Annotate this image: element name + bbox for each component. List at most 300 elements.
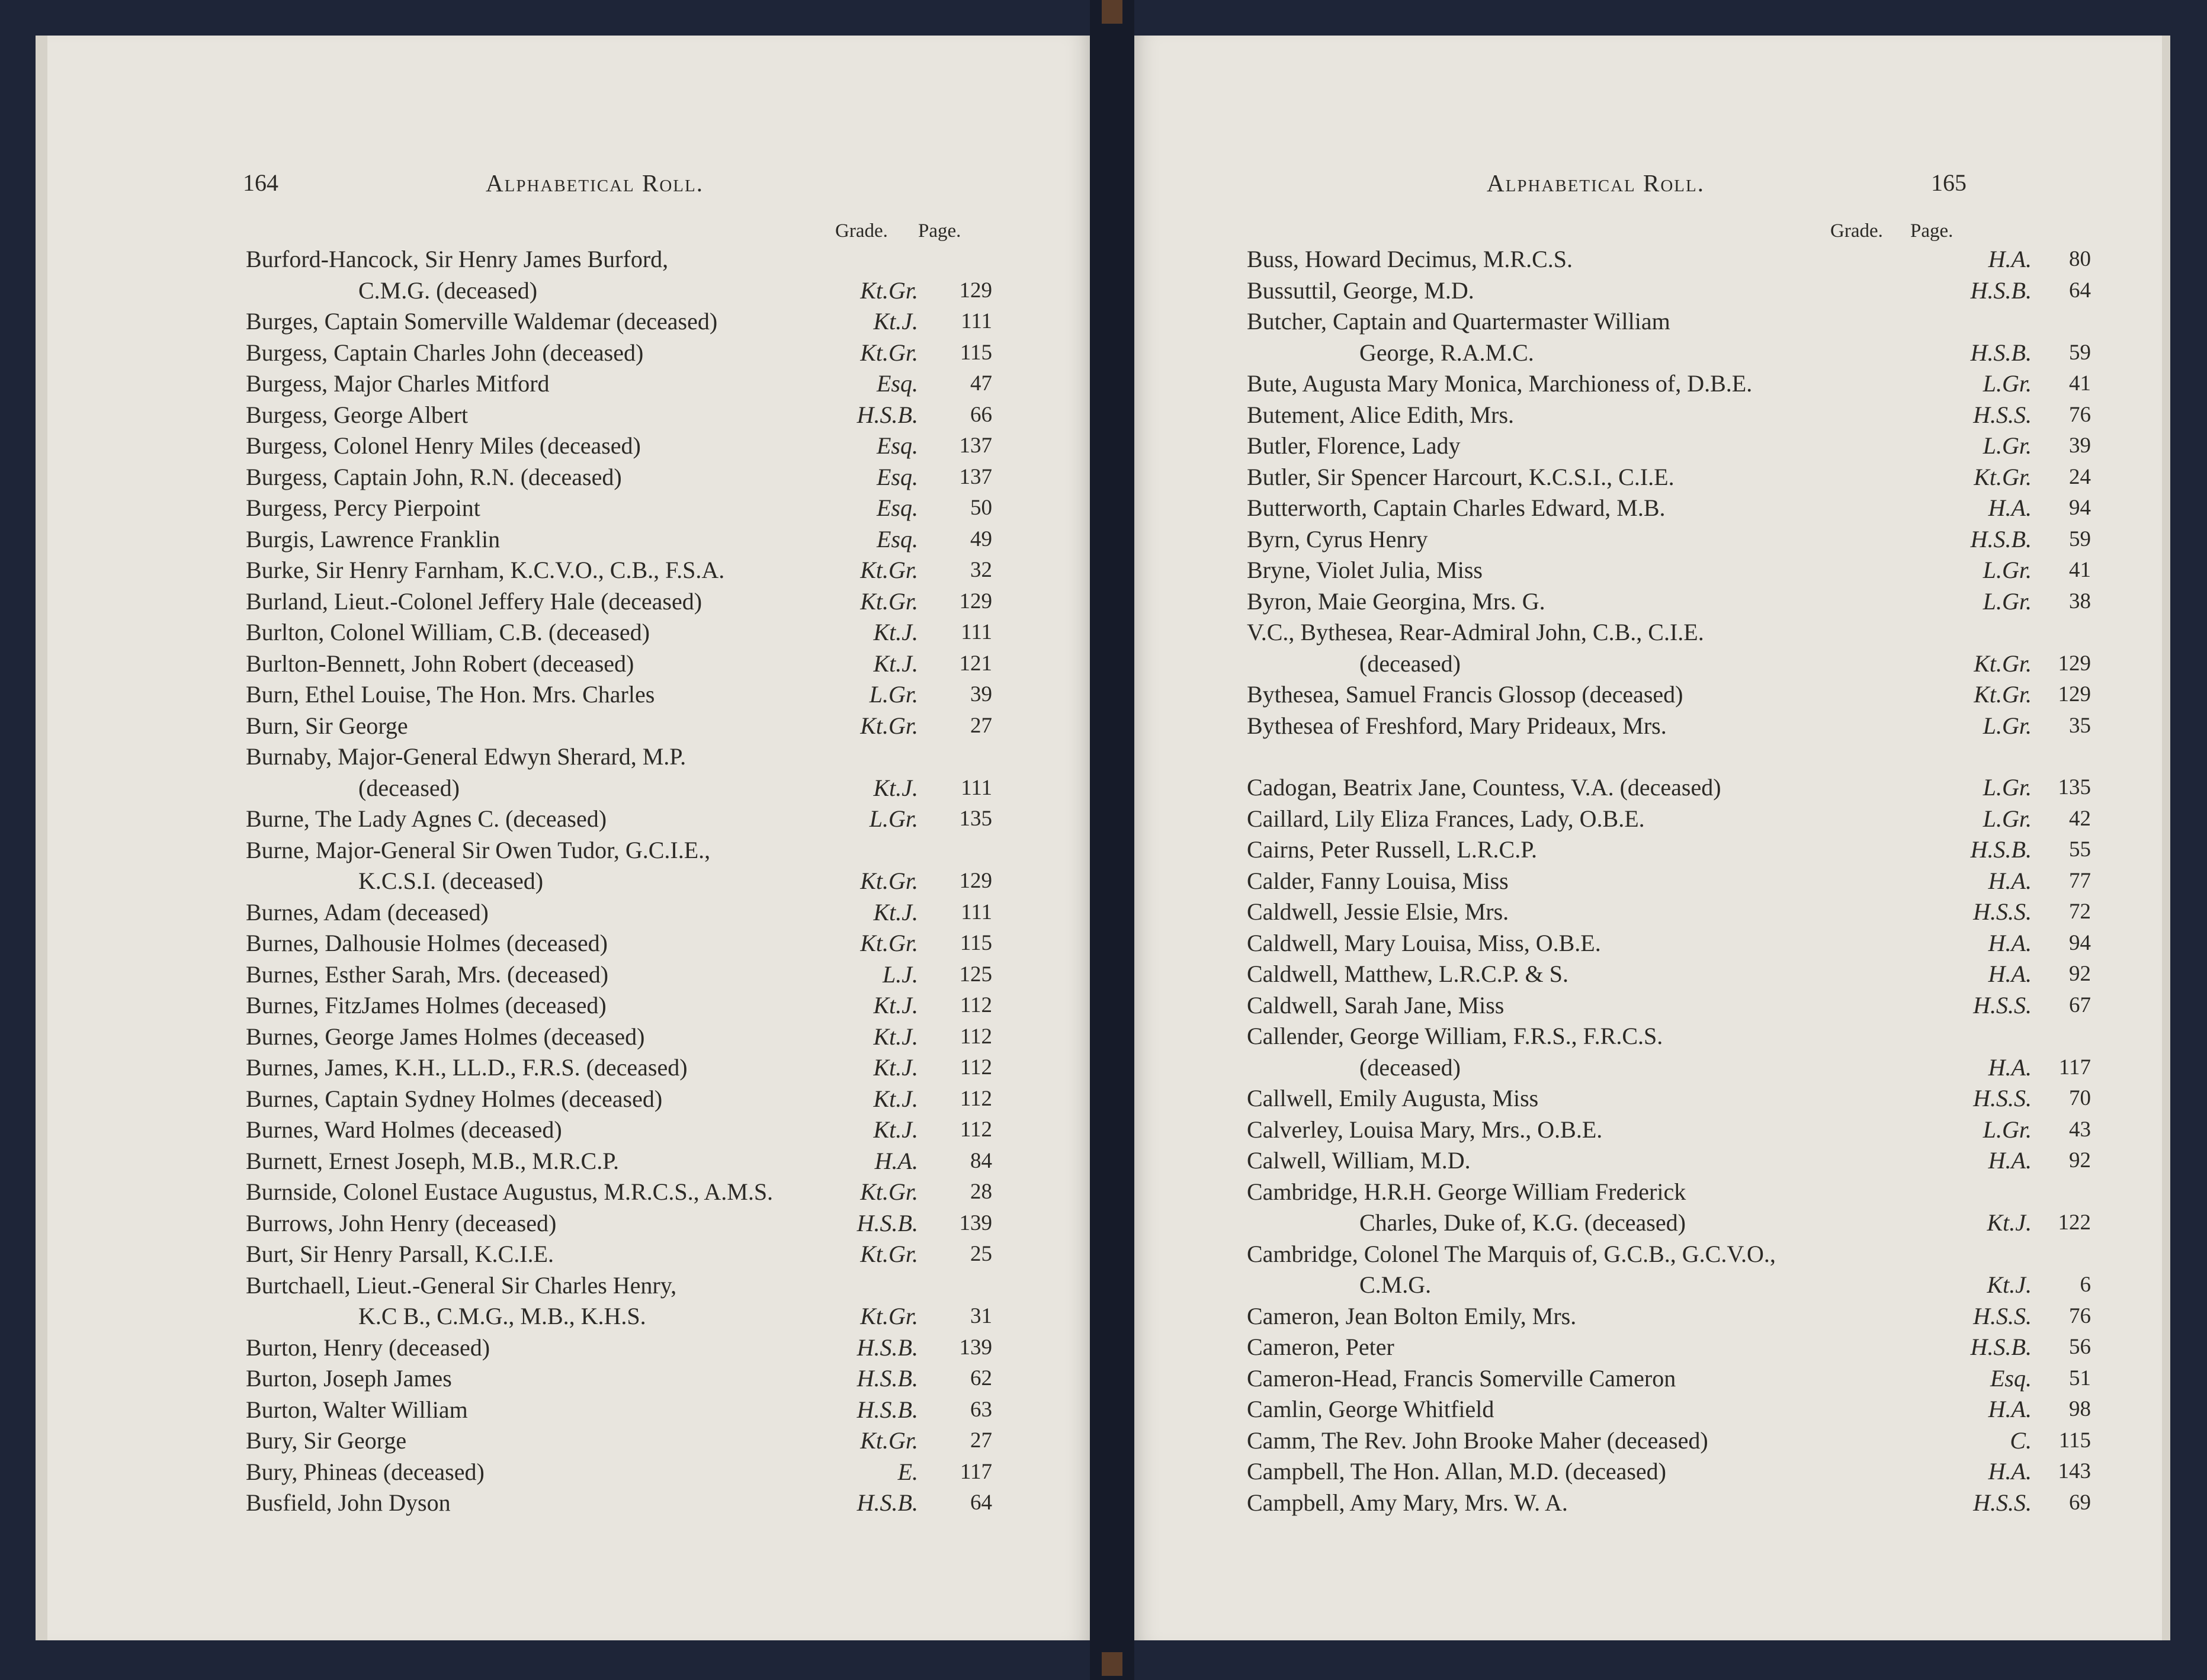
entry-page: 55 — [2069, 837, 2091, 862]
entry-name: Burford-Hancock, Sir Henry James Burford, — [246, 246, 669, 272]
roll-entry — [1247, 275, 2162, 307]
roll-entry — [1247, 866, 2162, 897]
entry-page: 121 — [959, 651, 992, 676]
entry-page: 80 — [2069, 247, 2091, 271]
entry-page: 111 — [961, 900, 992, 924]
entry-name: Bury, Sir George — [246, 1427, 407, 1454]
roll-entry — [1247, 648, 2162, 680]
entry-grade: Kt.J. — [873, 619, 918, 645]
roll-entry — [246, 462, 1090, 493]
entry-page: 43 — [2069, 1117, 2091, 1142]
roll-entry — [246, 1363, 1090, 1395]
entry-grade: Kt.Gr. — [1974, 650, 2032, 677]
entry-grade: H.A. — [1988, 1147, 2032, 1174]
entry-grade: H.S.B. — [857, 1334, 918, 1361]
entry-grade: H.A. — [1988, 246, 2032, 272]
roll-entry — [246, 1457, 1090, 1488]
entry-page: 62 — [970, 1366, 992, 1390]
entry-grade: H.S.S. — [1973, 1302, 2032, 1329]
roll-entry — [1247, 1301, 2162, 1332]
entry-name: Burnes, James, K.H., LL.D., F.R.S. (deceased) — [246, 1054, 688, 1081]
entry-grade: H.S.S. — [1973, 1085, 2032, 1112]
entry-name: Butler, Florence, Lady — [1247, 432, 1461, 459]
roll-entry — [1247, 1021, 2162, 1052]
entry-grade: L.Gr. — [1983, 557, 2032, 583]
entry-grade: Kt.J. — [873, 308, 918, 335]
roll-entry — [1247, 772, 2162, 804]
roll-entry — [246, 493, 1090, 524]
entry-grade: Kt.Gr. — [860, 587, 918, 615]
entry-name: Burnett, Ernest Joseph, M.B., M.R.C.P. — [246, 1147, 620, 1174]
entry-grade: L.Gr. — [1983, 370, 2032, 397]
entry-page: 122 — [2058, 1210, 2091, 1235]
entry-name: Burnes, Dalhousie Holmes (deceased) — [246, 930, 608, 956]
entry-name: Charles, Duke of, K.G. (deceased) — [1359, 1209, 1686, 1236]
entry-name: Campbell, Amy Mary, Mrs. W. A. — [1247, 1489, 1568, 1516]
entry-name: Burke, Sir Henry Farnham, K.C.V.O., C.B., F.S.A. — [246, 557, 725, 583]
entry-page: 115 — [960, 340, 992, 365]
roll-entry — [246, 773, 1090, 804]
entry-page: 94 — [2069, 930, 2091, 955]
entry-name: Caldwell, Matthew, L.R.C.P. & S. — [1247, 961, 1568, 987]
entry-page: 72 — [2069, 900, 2091, 924]
entry-name: Callender, George William, F.R.S., F.R.C.S. — [1247, 1023, 1663, 1049]
entry-page: 139 — [959, 1210, 992, 1235]
entry-page: 51 — [2069, 1366, 2091, 1390]
entry-name: Burt, Sir Henry Parsall, K.C.I.E. — [246, 1241, 554, 1267]
entry-page: 112 — [960, 1086, 992, 1111]
entry-name: Calder, Fanny Louisa, Miss — [1247, 867, 1509, 894]
entry-name: Cameron-Head, Francis Somerville Cameron — [1247, 1364, 1676, 1392]
entry-grade: H.S.B. — [1970, 1334, 2032, 1360]
roll-entry — [246, 400, 1090, 431]
entry-grade: L.Gr. — [1983, 432, 2032, 459]
entry-name: Burgess, George Albert — [246, 401, 469, 428]
page-number: 164 — [243, 169, 278, 196]
entry-grade: H.A. — [874, 1147, 918, 1174]
entry-page: 117 — [2058, 1055, 2091, 1080]
entry-grade: L.Gr. — [1983, 805, 2032, 832]
entry-page: 115 — [960, 931, 992, 955]
roll-entry — [1247, 1332, 2162, 1363]
entry-page: 112 — [960, 1024, 992, 1049]
roll-entry — [246, 1022, 1090, 1053]
entry-grade: Kt.J. — [873, 1116, 918, 1143]
entry-name: (deceased) — [1359, 650, 1461, 677]
entry-name: George, R.A.M.C. — [1359, 339, 1534, 366]
entry-grade: Esq. — [877, 525, 918, 552]
entry-grade: H.S.B. — [857, 1396, 918, 1423]
entry-page: 84 — [970, 1148, 992, 1173]
entry-page: 70 — [2069, 1086, 2091, 1110]
entry-name: Burton, Henry (deceased) — [246, 1334, 490, 1361]
entry-name: V.C., Bythesea, Rear-Admiral John, C.B., C.I.E. — [1247, 619, 1704, 645]
entry-name: Caldwell, Jessie Elsie, Mrs. — [1247, 898, 1509, 925]
entry-name: Burgis, Lawrence Franklin — [246, 525, 501, 552]
entry-name: Caldwell, Sarah Jane, Miss — [1247, 991, 1505, 1019]
roll-entry — [246, 1425, 1090, 1457]
entry-grade: Kt.Gr. — [860, 1303, 918, 1329]
entry-page: 76 — [2069, 1303, 2091, 1328]
entry-grade: Kt.J. — [873, 1023, 918, 1050]
entry-page: 64 — [2069, 278, 2091, 303]
entry-page: 49 — [970, 526, 992, 551]
entry-name: Burnaby, Major-General Edwyn Sherard, M.P. — [246, 743, 687, 770]
section-gap — [1247, 741, 2162, 772]
roll-entry — [1247, 400, 2162, 431]
entry-page: 42 — [2069, 806, 2091, 831]
roll-entry — [1247, 338, 2162, 369]
entry-name: Butler, Sir Spencer Harcourt, K.C.S.I., C.I.E. — [1247, 463, 1675, 490]
entry-grade: Esq. — [877, 494, 918, 521]
entry-grade: H.A. — [1988, 961, 2032, 987]
roll-entry — [1247, 555, 2162, 586]
entry-grade: L.Gr. — [869, 805, 918, 832]
entry-grade: Kt.Gr. — [860, 1241, 918, 1267]
entry-name: Cairns, Peter Russell, L.R.C.P. — [1247, 836, 1538, 863]
entry-page: 129 — [959, 869, 992, 893]
entry-name: Burlton, Colonel William, C.B. (deceased) — [246, 619, 650, 645]
entry-name: Busfield, John Dyson — [246, 1489, 451, 1516]
column-header-grade: Grade. — [835, 220, 888, 242]
roll-entry — [246, 617, 1090, 648]
entry-page: 111 — [961, 309, 992, 333]
entry-page: 64 — [970, 1491, 992, 1515]
entry-grade: H.A. — [1988, 1458, 2032, 1485]
roll-entry — [246, 1488, 1090, 1519]
entry-grade: H.A. — [1988, 1396, 2032, 1422]
roll-entry — [1247, 1488, 2162, 1519]
entry-grade: Kt.Gr. — [860, 930, 918, 956]
roll-entry — [246, 555, 1090, 586]
entry-name: Burnes, Adam (deceased) — [246, 898, 489, 926]
roll-entry — [246, 866, 1090, 897]
entry-grade: L.Gr. — [1983, 712, 2032, 739]
entry-name: Burgess, Major Charles Mitford — [246, 370, 550, 397]
roll-entry — [246, 1395, 1090, 1426]
entry-page: 69 — [2069, 1490, 2091, 1515]
roll-entry — [246, 244, 1090, 275]
roll-entry — [1247, 1177, 2162, 1208]
entry-page: 129 — [2058, 682, 2091, 706]
entry-page: 125 — [959, 962, 992, 987]
entry-name: Burges, Captain Somerville Waldemar (deceased) — [246, 308, 718, 335]
entry-name: Byron, Maie Georgina, Mrs. G. — [1247, 587, 1545, 615]
entry-grade: L.Gr. — [1983, 1116, 2032, 1143]
entry-grade: H.S.S. — [1973, 401, 2032, 428]
entry-grade: Esq. — [877, 432, 918, 459]
entry-name: Burnes, George James Holmes (deceased) — [246, 1023, 645, 1050]
entry-name: Camlin, George Whitfield — [1247, 1396, 1494, 1422]
entry-grade: H.S.B. — [857, 1209, 918, 1236]
roll-entry — [246, 1301, 1090, 1332]
entry-name: K.C B., C.M.G., M.B., K.H.S. — [358, 1303, 646, 1329]
entry-page: 38 — [2069, 589, 2091, 613]
entry-name: Burtchaell, Lieut.-General Sir Charles Henry, — [246, 1271, 677, 1299]
entry-grade: Esq. — [1990, 1364, 2032, 1392]
roll-entry — [246, 928, 1090, 959]
entry-grade: H.A. — [1988, 867, 2032, 894]
roll-entry — [246, 679, 1090, 711]
entry-grade: E. — [897, 1458, 918, 1485]
entry-name: Burlton-Bennett, John Robert (deceased) — [246, 650, 634, 677]
page-edge-left — [36, 36, 47, 1640]
entry-grade: Kt.J. — [873, 774, 918, 801]
roll-entry — [1247, 1363, 2162, 1395]
entry-page: 77 — [2069, 868, 2091, 893]
entry-grade: H.S.S. — [1973, 898, 2032, 925]
roll-entry — [1247, 928, 2162, 959]
roll-entry — [246, 1208, 1090, 1239]
entry-page: 112 — [960, 1055, 992, 1080]
book-gutter — [1090, 0, 1134, 1680]
entry-grade: Kt.J. — [873, 992, 918, 1019]
entry-name: Burgess, Percy Pierpoint — [246, 494, 480, 521]
roll-entry — [246, 306, 1090, 338]
entry-name: (deceased) — [1359, 1053, 1461, 1081]
page-edge-right — [2162, 36, 2170, 1640]
entry-page: 25 — [970, 1242, 992, 1266]
roll-entry — [246, 338, 1090, 369]
entry-name: K.C.S.I. (deceased) — [358, 868, 544, 894]
entry-grade: H.A. — [1988, 929, 2032, 956]
roll-entry — [1247, 1145, 2162, 1177]
entry-name: Byrn, Cyrus Henry — [1247, 525, 1428, 552]
entry-page: 129 — [959, 278, 992, 303]
entry-name: (deceased) — [358, 774, 460, 801]
entry-name: Calverley, Louisa Mary, Mrs., O.B.E. — [1247, 1116, 1603, 1143]
entry-page: 111 — [961, 775, 992, 800]
entry-name: Butcher, Captain and Quartermaster William — [1247, 308, 1670, 335]
entry-name: Caillard, Lily Eliza Frances, Lady, O.B.E. — [1247, 805, 1645, 832]
roll-entry — [246, 711, 1090, 742]
entry-page: 63 — [970, 1397, 992, 1422]
roll-entry — [1247, 1394, 2162, 1425]
entry-grade: Kt.J. — [873, 1085, 918, 1112]
entry-name: Burland, Lieut.-Colonel Jeffery Hale (deceased) — [246, 587, 702, 615]
entry-name: Burne, Major-General Sir Owen Tudor, G.C.I.E., — [246, 836, 711, 863]
entry-name: C.M.G. (deceased) — [358, 277, 538, 304]
entry-grade: Kt.Gr. — [860, 712, 918, 739]
entry-grade: Kt.Gr. — [860, 1178, 918, 1205]
entry-name: Burnside, Colonel Eustace Augustus, M.R.C.S., A.M.S. — [246, 1178, 774, 1205]
entry-page: 135 — [959, 807, 992, 831]
entry-grade: H.S.B. — [857, 1489, 918, 1516]
roll-entry — [246, 1239, 1090, 1270]
roll-entry — [246, 275, 1090, 307]
entry-grade: Kt.J. — [873, 650, 918, 677]
entry-name: Burrows, John Henry (deceased) — [246, 1209, 557, 1236]
entry-page: 66 — [970, 402, 992, 427]
entry-grade: Kt.Gr. — [860, 339, 918, 366]
roll-entry — [1247, 368, 2162, 400]
entry-grade: Kt.Gr. — [860, 1427, 918, 1454]
spine-band-top — [1102, 0, 1122, 24]
roll-entry — [1247, 524, 2162, 555]
roll-entry — [246, 1270, 1090, 1302]
spine-band-bottom — [1102, 1652, 1122, 1676]
running-head: Alphabetical Roll. — [1487, 169, 1705, 197]
entry-page: 112 — [960, 993, 992, 1017]
entry-name: Bythesea, Samuel Francis Glossop (deceased) — [1247, 681, 1683, 708]
entry-name: Cameron, Peter — [1247, 1334, 1394, 1360]
roll-entry — [246, 431, 1090, 462]
entry-name: Calwell, William, M.D. — [1247, 1147, 1471, 1174]
entry-page: 115 — [2058, 1428, 2091, 1453]
roll-entry — [246, 1052, 1090, 1084]
entry-page: 67 — [2069, 992, 2091, 1017]
right-page — [1134, 36, 2162, 1640]
entry-grade: H.S.B. — [1970, 836, 2032, 863]
running-head: Alphabetical Roll. — [486, 169, 704, 197]
entry-name: Burnes, Esther Sarah, Mrs. (deceased) — [246, 961, 609, 988]
entry-page: 39 — [970, 682, 992, 706]
entry-name: Burgess, Captain John, R.N. (deceased) — [246, 463, 622, 490]
entry-page: 41 — [2069, 371, 2091, 396]
entry-page: 50 — [970, 496, 992, 520]
left-page — [47, 36, 1090, 1640]
entry-page: 129 — [2058, 651, 2091, 676]
roll-entry — [1247, 804, 2162, 835]
roll-entry — [1247, 244, 2162, 275]
entry-page: 32 — [970, 558, 992, 582]
roll-entry — [1247, 493, 2162, 524]
roll-entries-left — [246, 244, 1090, 1519]
entry-name: Caldwell, Mary Louisa, Miss, O.B.E. — [1247, 929, 1601, 956]
roll-entry — [1247, 1425, 2162, 1457]
roll-entry — [1247, 711, 2162, 742]
entry-name: Bryne, Violet Julia, Miss — [1247, 557, 1483, 583]
entry-grade: Kt.Gr. — [1974, 681, 2032, 708]
entry-name: Burnes, Captain Sydney Holmes (deceased) — [246, 1085, 663, 1112]
entry-page: 41 — [2069, 558, 2091, 582]
entry-grade: Esq. — [877, 463, 918, 490]
entry-name: Bury, Phineas (deceased) — [246, 1458, 485, 1485]
roll-entry — [246, 1084, 1090, 1115]
entry-name: Cambridge, H.R.H. George William Frederick — [1247, 1178, 1686, 1205]
entry-page: 117 — [960, 1459, 992, 1484]
roll-entry — [1247, 1052, 2162, 1084]
entry-name: C.M.G. — [1359, 1271, 1432, 1298]
roll-entry — [246, 741, 1090, 773]
roll-entry — [1247, 1114, 2162, 1146]
entry-grade: L.J. — [883, 961, 918, 988]
entry-page: 47 — [970, 371, 992, 396]
entry-grade: Kt.Gr. — [1974, 463, 2032, 490]
entry-grade: Kt.J. — [873, 1054, 918, 1081]
entry-grade: L.Gr. — [869, 681, 918, 708]
entry-name: Cadogan, Beatrix Jane, Countess, V.A. (deceased) — [1247, 774, 1721, 801]
entry-grade: C. — [2010, 1427, 2032, 1454]
roll-entry — [246, 990, 1090, 1022]
entry-grade: Kt.J. — [873, 898, 918, 926]
entry-grade: Kt.Gr. — [860, 557, 918, 583]
roll-entry — [1247, 1270, 2162, 1301]
roll-entry — [246, 1114, 1090, 1146]
roll-entry — [1247, 679, 2162, 711]
entry-grade: H.S.B. — [857, 1365, 918, 1392]
entry-name: Burgess, Captain Charles John (deceased) — [246, 339, 644, 366]
entry-grade: H.S.S. — [1973, 1489, 2032, 1516]
roll-entries-right — [1247, 244, 2162, 1518]
entry-page: 56 — [2069, 1335, 2091, 1359]
roll-entry — [246, 586, 1090, 618]
entry-name: Bythesea of Freshford, Mary Prideaux, Mrs. — [1247, 712, 1667, 739]
entry-grade: H.A. — [1988, 1053, 2032, 1081]
entry-name: Bussuttil, George, M.D. — [1247, 277, 1474, 304]
entry-page: 92 — [2069, 1148, 2091, 1173]
entry-grade: H.S.B. — [857, 401, 918, 428]
entry-page: 31 — [970, 1304, 992, 1328]
entry-page: 92 — [2069, 962, 2091, 986]
entry-page: 59 — [2069, 340, 2091, 365]
roll-entry — [246, 959, 1090, 991]
entry-grade: L.Gr. — [1983, 774, 2032, 801]
roll-entry — [1247, 1239, 2162, 1270]
entry-name: Bute, Augusta Mary Monica, Marchioness of, D.B.E. — [1247, 370, 1753, 397]
page-number: 165 — [1931, 169, 1967, 196]
roll-entry — [1247, 897, 2162, 928]
entry-name: Buss, Howard Decimus, M.R.C.S. — [1247, 246, 1573, 272]
entry-page: 35 — [2069, 713, 2091, 738]
entry-name: Burnes, FitzJames Holmes (deceased) — [246, 992, 607, 1019]
roll-entry — [1247, 431, 2162, 462]
entry-grade: Kt.Gr. — [860, 868, 918, 894]
entry-grade: H.S.S. — [1973, 991, 2032, 1019]
entry-page: 94 — [2069, 496, 2091, 520]
roll-entry — [246, 835, 1090, 866]
roll-entry — [1247, 462, 2162, 493]
entry-page: 39 — [2069, 433, 2091, 458]
entry-page: 129 — [959, 589, 992, 613]
roll-entry — [1247, 306, 2162, 338]
column-header-grade: Grade. — [1830, 220, 1883, 242]
roll-entry — [1247, 1207, 2162, 1239]
entry-page: 76 — [2069, 402, 2091, 427]
entry-page: 137 — [959, 433, 992, 458]
roll-entry — [1247, 617, 2162, 648]
entry-name: Burton, Walter William — [246, 1396, 468, 1423]
entry-grade: Kt.J. — [1987, 1271, 2032, 1298]
entry-grade: H.S.B. — [1970, 277, 2032, 304]
entry-page: 6 — [2080, 1273, 2091, 1297]
entry-name: Cambridge, Colonel The Marquis of, G.C.B., G.C.V.O., — [1247, 1240, 1776, 1267]
entry-name: Burnes, Ward Holmes (deceased) — [246, 1116, 562, 1143]
entry-page: 59 — [2069, 526, 2091, 551]
entry-name: Camm, The Rev. John Brooke Maher (deceased) — [1247, 1427, 1708, 1454]
entry-name: Burn, Sir George — [246, 712, 408, 739]
entry-page: 27 — [970, 713, 992, 738]
roll-entry — [1247, 1083, 2162, 1114]
entry-grade: Kt.Gr. — [860, 277, 918, 304]
entry-name: Callwell, Emily Augusta, Miss — [1247, 1085, 1539, 1112]
roll-entry — [1247, 990, 2162, 1022]
entry-page: 27 — [970, 1428, 992, 1453]
entry-page: 98 — [2069, 1397, 2091, 1421]
entry-grade: H.S.B. — [1970, 525, 2032, 552]
roll-entry — [1247, 586, 2162, 618]
entry-page: 24 — [2069, 464, 2091, 489]
roll-entry — [246, 1146, 1090, 1177]
roll-entry — [246, 897, 1090, 929]
roll-entry — [1247, 959, 2162, 990]
roll-entry — [1247, 1456, 2162, 1488]
entry-grade: L.Gr. — [1983, 587, 2032, 615]
roll-entry — [246, 1332, 1090, 1364]
entry-page: 139 — [959, 1335, 992, 1360]
entry-name: Campbell, The Hon. Allan, M.D. (deceased) — [1247, 1458, 1666, 1485]
entry-page: 111 — [961, 620, 992, 644]
